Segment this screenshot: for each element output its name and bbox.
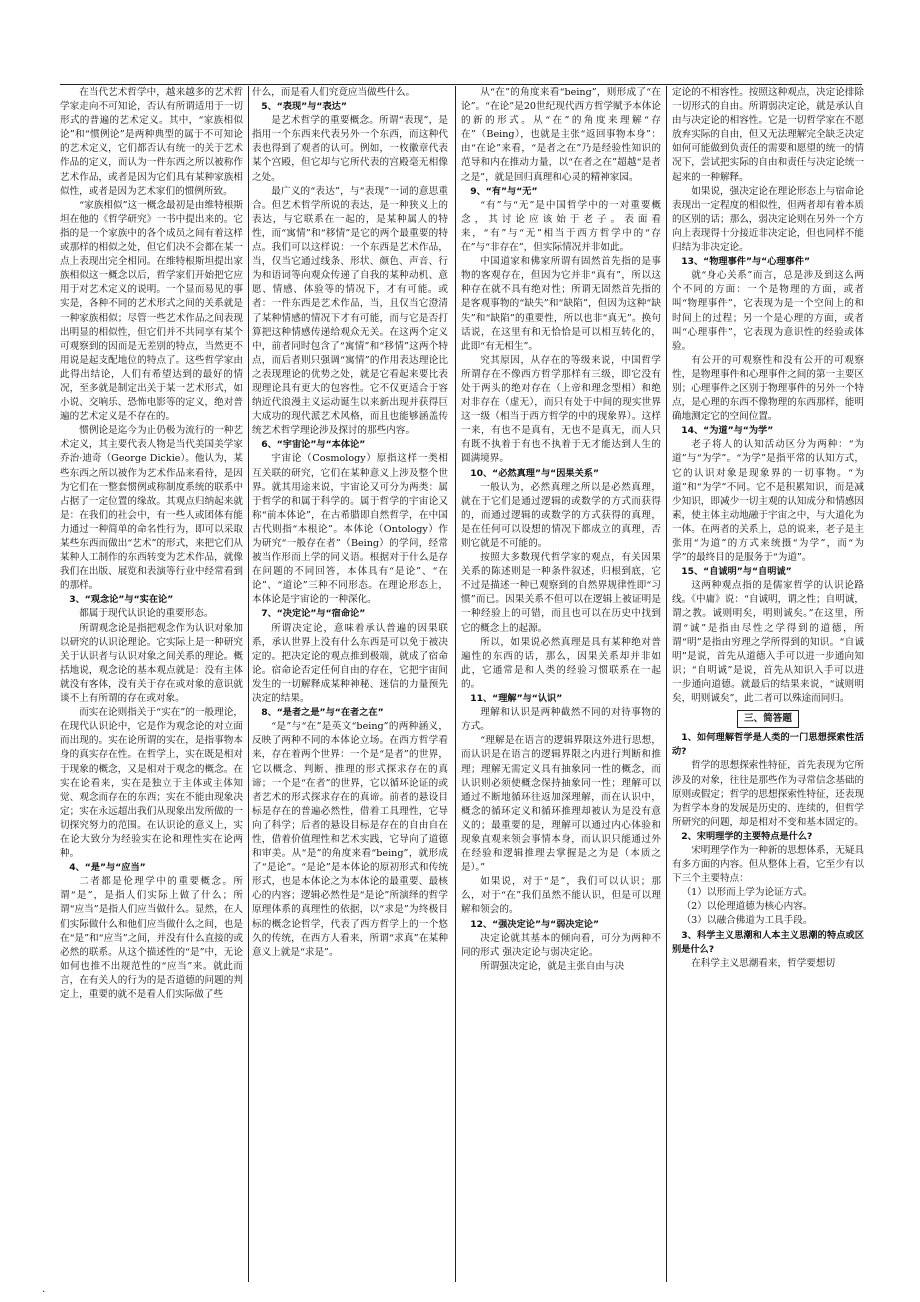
- term-heading: 11、“理解”与“认识”: [470, 693, 563, 705]
- paragraph: 都属于现代认识论的重要形态。: [79, 608, 214, 620]
- term-heading: 15、“自诚明”与“自明诚”: [681, 566, 792, 578]
- list-item: （3）以融合佛道为工具手段。: [681, 915, 813, 927]
- paragraph: 二者都是伦理学中的重要概念。所谓“是”，是指人们实际上做了什么；所谓“应当”是指人们应当做什么。显然，在人们实际做什么和他们应当做什么之间，也是在“是”和“应当”之间，并没有什么直接的或必然的联系。从这个描述性的“是”中，无论如何也推不出规范性的“应当”来。就此而言，在有关人的行为的是否道德的问题的判定上，重要的就不是看人们实际做了些: [60, 876, 243, 1000]
- text-column-1: [60, 86, 243, 1282]
- paragraph: 最广义的“表达”，与“表现”一词的意思重合。但艺术哲学所说的表达，是一种狭义上的表达，与它联系在一起的，是某种属人的特性，而“寓情”和“移情”是它的两个最重要的特点。我们可以这样说：一个东西是艺术作品，当，仅当它通过线条、形状、颜色、声音、行为和语词等向观众传递了自我的某种动机、意愿、情感、体验等的情况下，才有可能。或者：一件东西是艺术作品，当，且仅当它澄清了某种情感的情况下才有可能，而与它是否打算把这种情感传递给观众无关。在这两个定义中，前者同时包含了“寓情”和“移情”这两个特点，而后者则只强调“寓情”的作用表达理论比之表现理论的优势之处，就是它看起来要比表现理论具有更大的包容性。它不仅更适合于容纳近代浪漫主义运动诞生以来新出现并获得巨大成功的现代派艺术风格，而且也能够涵盖传统艺术哲学理论涉及探讨的那些内容。: [252, 185, 448, 437]
- paragraph: 决定论就其基本的倾向看，可分为两种不同的形式 强决定论与弱决定论。: [461, 932, 661, 958]
- text-column-4: [672, 86, 864, 1282]
- paragraph: 在当代艺术哲学中，越来越多的艺术哲学家走向不可知论，否认有所谓适用于一切形式的普遍的艺术定义。其中，“家族相似论”和“惯例论”是两种典型的属于不可知论的艺术定义，它们都否认有统一的关于艺术作品的定义，而认为一件东西之所以被称作艺术作品，或者是因为它们具有某种家族相似性，或者是因为艺术家们的惯例所致。: [60, 87, 243, 197]
- paragraph: 是艺术哲学的重要概念。所谓“表现”，是指用一个东西来代表另外一个东西，而这种代表也得到了观者的认可。例如，一枚徽章代表某个宫殿，但它却与它所代表的宫殿毫无相像之处。: [252, 115, 448, 183]
- paragraph: 所谓决定论，意味着承认普遍的因果联系，承认世界上没有什么东西是可以免于被决定的。把决定论的观点推到极端，就成了宿命论。宿命论否定任何自由的存在，它把宇宙间发生的一切解释成某种神秘、迷信的力量预先决定的结果。: [252, 622, 448, 705]
- paragraph: 有公开的可观察性和没有公开的可观察性，是物理事件和心理事件之间的第一主要区别；心理事件之区别于物理事件的另外一个特点，是心理的东西不像物理的东西那样，能明确地测定它的空间位置。: [672, 354, 864, 423]
- paragraph: “家族相似”这一概念最初是由维特根斯坦在他的《哲学研究》一书中提出来的。它指的是一个家族中的各个成员之间有着这样或那样的相似之处，但它们决不会都在某一点上表现出完全相同。在维特根斯坦提出家族相似这一概念以后，哲学家们开始把它应用于对艺术定义的说明。一个显而易见的事实是，各种不同的艺术形式之间的关系就是一种家族相似；尽管一些艺术作品之间表现出明显的相似性，但它们并不共同享有某个可观察到的因而是无差别的特点，当然更不用说是起支配地位的特点了。这些哲学家由此得出结论，人们有希望达到的最好的情况，至多就是制定出关于某一艺术形式，如小说、交响乐、恐怖电影等的定义，绝对普遍的艺术定义是不存在的。: [60, 199, 243, 423]
- paragraph: 所谓观念论是指把观念作为认识对象加以研究的认识论理论。它实际上是一种研究关于认识者与认识对象之间关系的理论。概括地说，观念论的基本观点就是：没有主体就没有客体，没有关于存在或对象的意识就谈不上有所谓的存在或对象。: [60, 622, 243, 705]
- paragraph: 宇宙论（Cosmology）原指这样一类相互关联的研究，它们在某种意义上涉及整个世界。就其用途来说，宇宙论又可分为两类：属于哲学的和属于科学的。属于哲学的宇宙论又称“前本体论”，在古希腊即自然哲学，在中国古代则指“本根论”。本体论（Ontology）作为研究“一般存在者”（Being）的学问，经常被当作形而上学的同义语。根据对于什么是存在问题的不同回答，本体具有“是论”、“在论”、“道论”三种不同形态。在理论形态上，本体论是宇宙论的一种深化。: [252, 453, 448, 606]
- question-heading: 1、如何理解哲学是人类的一门思想探索性活动?: [672, 732, 864, 758]
- paragraph: 一般认为，必然真理之所以是必然真理，就在于它们是通过逻辑的或数学的方式而获得的，而通过逻辑的或数学的方式获得的真理，是在任何可以设想的情况下都成立的真理，否则它就是不可能的。: [461, 481, 661, 549]
- paragraph: “是”与“在”是英文“being”的两种涵义，反映了两种不同的本体论立场。在西方哲学看来，存在着两个世界：一个是“是者”的世界，它以概念、判断、推理的形式探求存在的真谛；一个是“在者”的世界，它以循环论证的或者艺术的形式探求存在的真谛。前者的悬设目标是存在的普遍必然性，借着工具理性，它导向了科学；后者的悬设目标是存在的自由自在性，借着价值理性和艺术实践，它导向了道德和审美。从“是”的角度来看“being”，就形成了“是论”。“是论”是本体论的原初形式和传统形式，也是本体论之为本体论的最重要、最核心的内容；逻辑必然性是“是论”所演绎的哲学原理体系的真理性的依据，以“求是”为终极目标的概念论哲学，代表了西方哲学上的一个悠久的传统，在西方人看来，所谓“求真”在某种意义上就是“求是”。: [252, 721, 448, 958]
- paragraph: 就“身心关系”而言，总是涉及到这么两个不同的方面：一个是物理的方面，或者叫“物理事件”，它表现为是一个空间上的和时间上的过程；另一个是心理的方面，或者叫“心理事件”，它表现为意识性的经验或体验。: [672, 270, 864, 352]
- paragraph: 在科学主义思潮看来，哲学要想切: [691, 957, 836, 969]
- paragraph: 宋明理学作为一种新的思想体系，无疑具有多方面的内容。但从整体上看，它至少有以下三个主要特点：: [672, 844, 864, 885]
- paragraph: “理解是在语言的逻辑界限这外进行思想，而认识是在语言的逻辑界限之内进行判断和推理；理解无需定义具有抽象同一性的概念，而认识则必须使概念保持抽象同一性；理解可以通过不断地循环往返加深理解，而在认识中，概念的循环定义和循环推理却被认为是没有意义的；最重要的是，理解可以通过内心体验和现象直观来领会事情本身，而认识只能通过外在经验和逻辑推理去掌握是之为是（本质之是）。”: [461, 735, 661, 874]
- paragraph: 究其原因，从存在的等级来说，中国哲学所谓存在不像西方哲学那样有三级，即它没有处于两头的绝对存在（上帝和理念型相）和绝对非存在（虚无），而只有处于中间的现实世界这一级（相当于西方哲学的中的现象界）。这样一来，有也不是真有，无也不是真无，而人只有既不执着于有也不执着于无才能达到人生的圆满境界。: [461, 354, 661, 465]
- section-heading: 三、简答题: [737, 710, 799, 728]
- paragraph: 惯例论是迄今为止仍极为流行的一种艺术定义，其主要代表人物是当代美国美学家乔治·迪奇（George Dickie）。他认为，某些东西之所以被作为艺术作品来看待，是因为它们在一整套惯例或称制度系统的联系中占据了一定位置的缘故。其观点归纳起来就是：在我们的社会中，有一些人或团体有能力通过一种简单的命名性行为，即可以采取某些东西而做出“艺术”的形式，来把它们从某种人工制作的东西转变为艺术作品，就像我们在出版、展览和表演等行业中经常看到的那样。: [60, 425, 243, 592]
- term-heading: 4、“是”与“应当”: [69, 862, 146, 874]
- column-divider: [666, 86, 667, 1282]
- paragraph: 老子将人的认知活动区分为两种：“为道”与“为学”。“为学”是指平常的认知方式，它的认识对象是现象界的一切事物。“为道”和“为学”不同。它不是积累知识，而是减少知识，即减少一切主观的认知成分和情感因素，使主体主动地融于宇宙之中，与大道化为一体。在两者的关系上，总的说来，老子是主张用“为道”的方式来统摄“为学”，而“为学”的最终目的是服务于“为道”。: [672, 439, 864, 564]
- term-heading: 13、“物理事件”与“心理事件”: [681, 256, 811, 268]
- paragraph: 从“在”的角度来看“being”，则形成了“在论”。“在论”是20世纪现代西方哲学赋予本体论的新的形式。从“在”的角度来理解“存在”（Being），也就是主张“返回事物本身”：由“在论”来看，“是者之在”乃是经验性知识的范导和内在推动力量，以“在者之在”超越“是者之是”，就是回归真理和心灵的精神家园。: [461, 87, 661, 183]
- text-column-2: [252, 86, 448, 1282]
- section-heading-wrap: [672, 710, 864, 728]
- list-item: （1）以形而上学为论证方式。: [681, 887, 813, 899]
- column-divider: [455, 86, 456, 1282]
- paragraph-continued: 定论的不相容性。按照这种观点，决定论排除一切形式的自由。所谓弱决定论，就是承认自由与决定论的相容性。它是一切哲学家在不愿放弃实际的自由，但又无法理解完全缺乏决定如何可能做到负责任的需要和愿望的统一的情况下，尝试把实际的自由和责任与决定论统一起来的一种解释。: [672, 87, 864, 183]
- column-divider: [248, 86, 249, 1282]
- top-rule: [60, 84, 862, 85]
- question-heading: 3、科学主义思潮和人本主义思潮的特点或区别是什么?: [672, 929, 864, 955]
- footer-mark: .: [42, 1284, 46, 1295]
- term-heading: 7、“决定论”与“宿命论”: [261, 608, 366, 620]
- paragraph: 按照大多数现代哲学家的观点，有关因果关系的陈述则是一种条件叙述，归根到底，它不过是描述一种已观察到的自然界规律性即“习惯”而已。因果关系不但可以在逻辑上被证明是一种经验上的可错，而且也可以在历史中找到它的概念上的起源。: [461, 552, 661, 634]
- term-heading: 10、“必然真理”与“因果关系”: [470, 467, 600, 479]
- paragraph: 所谓强决定论，就是主张自由与决: [480, 960, 625, 972]
- paragraph: 所以，如果说必然真理是具有某种绝对普遍性的东西的话，那么，因果关系却并非如此，它通常是和人类的经验习惯联系在一起的。: [461, 636, 661, 690]
- term-heading: 9、“有”与“无”: [470, 185, 538, 197]
- list-item: （2）以伦理道德为核心内容。: [681, 901, 813, 913]
- term-heading: 6、“宇宙论”与“本体论”: [261, 439, 366, 451]
- term-heading: 14、“为道”与“为学”: [681, 425, 774, 437]
- paragraph: “有”与“无”是中国哲学中的一对重要概念，其讨论应该始于老子。表面看来，“有”与“无”相当于西方哲学中的“存在”与“非存在”，但实际情况并非如此。: [461, 199, 661, 254]
- paragraph: 这两种观点指的是儒家哲学的认识论路线。《中庸》说：“自诚明，谓之性；自明诚，谓之教。诚则明矣，明则诚矣。”在这里，所谓“诚”是指由尽性之学得到的道德，所谓“明”是指由穷理之学所得到的知识。“自诚明”是说，首先从道德入手可以进一步通向知识；“自明诚”是说，首先从知识入手可以进一步通向道德。就最后的结果来说，“诚则明矣，明则诚矣”，此二者可以殊途而同归。: [672, 580, 864, 705]
- paragraph: 而实在论则指关于“实在”的一般理论，在现代认识论中，它是作为观念论的对立面而出现的。实在论所谓的实在，是指事物本身的真实存在性。在哲学上，实在既是相对于现象的概念，又是相对于观念的概念。在实在论看来，实在是独立于主体或主体知觉、观念而存在的东西；实在不能由现象决定；实在永远超出我们从现象出发所做的一切探究努力的范围。在认识论的意义上，实在论大致分为经验实在论和理性实在论两种。: [60, 707, 243, 860]
- term-heading: 3、“观念论”与“实在论”: [69, 594, 174, 606]
- paragraph: 中国道家和佛家所谓有固然首先指的是事物的客观存在，但因为它并非“真有”，所以这种存在就不具有绝对性；所谓无固然首先指的是客观事物的“缺失”和“缺陷”，但因为这种“缺失”和“缺陷”的重要性，所以也非“真无”。换句话说，在这里有和无恰恰是可以相互转化的，此即“有无相生”。: [461, 256, 661, 352]
- paragraph: 如果说，对于“是”，我们可以认识；那么，对于“在”我们虽然不能认识，但是可以理解和领会的。: [461, 876, 661, 916]
- term-heading: 12、“强决定论”与“弱决定论”: [470, 918, 600, 930]
- term-heading: 5、“表现”与“表达”: [261, 101, 347, 113]
- paragraph: 如果说，强决定论在理论形态上与宿命论表现出一定程度的相似性，但两者却有着本质的区别的话；那么，弱决定论则在另外一个方向上表现得十分接近非决定论，但也同样不能归结为非决定论。: [672, 185, 864, 254]
- paragraph-continued: 什么，而是看人们究竟应当做些什么。: [252, 87, 416, 98]
- term-heading: 8、“是者之是”与“在者之在”: [261, 707, 384, 719]
- text-column-3: [461, 86, 661, 1282]
- question-heading: 2、宋明理学的主要特点是什么?: [681, 830, 813, 842]
- paragraph: 理解和认识是两种截然不同的对待事物的方式。: [461, 707, 661, 733]
- paragraph: 哲学的思想探索性特征，首先表现为它所涉及的对象，往往是那些作为寻常信念基础的原则或假定；哲学的思想探索性特征，还表现为哲学本身的发展是历史的、连续的，但哲学所研究的问题，却是相对不变和基本固定的。: [672, 760, 864, 828]
